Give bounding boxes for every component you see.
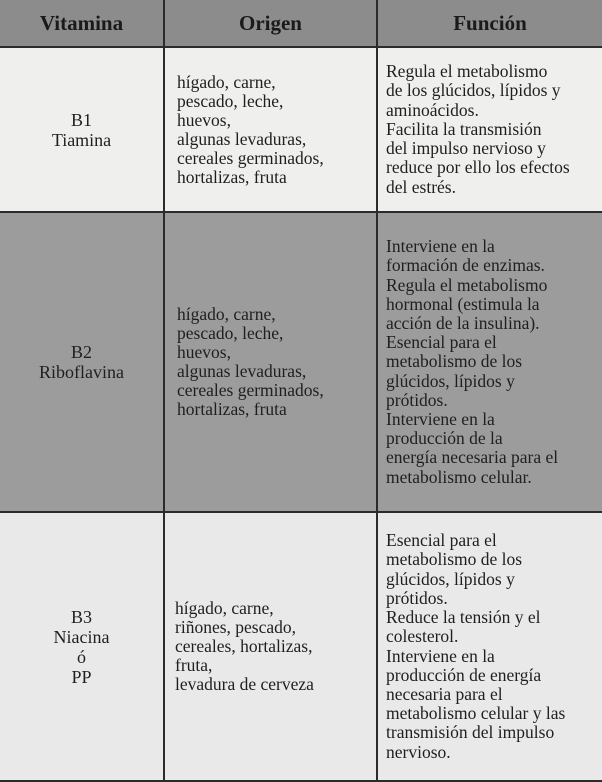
cell-vitamina-b1 <box>0 48 165 213</box>
header-funcion: Función <box>378 0 602 48</box>
funcion-line: formación de enzimas. <box>386 255 545 276</box>
funcion-line: Interviene en la <box>386 645 495 666</box>
funcion-line: Interviene en la <box>386 409 495 429</box>
funcion-line: hormonal (estimula la <box>386 293 540 314</box>
cell-funcion-b2 <box>378 213 602 513</box>
cell-vitamina-b3 <box>0 513 165 782</box>
funcion-line: metabolismo celular y las <box>386 703 566 724</box>
cell-vitamina-b2 <box>0 213 165 513</box>
origen-line: hortalizas, fruta <box>177 166 287 187</box>
funcion-line: Reduce la tensión y el <box>386 607 541 628</box>
funcion-line: transmisión del impulso <box>386 722 555 743</box>
funcion-line: producción de energía <box>386 664 542 685</box>
origen-line: cereales germinados, <box>177 147 324 168</box>
origen-line: hígado, carne, <box>177 71 276 92</box>
origen-line: algunas levaduras, <box>177 128 307 149</box>
funcion-line: colesterol. <box>386 626 459 647</box>
origen-line: huevos, <box>177 109 231 130</box>
origen-line: hortalizas, fruta <box>177 399 287 419</box>
funcion-line: del estrés. <box>386 176 456 197</box>
cell-origen-b2 <box>165 213 378 513</box>
funcion-line: prótidos. <box>386 587 448 608</box>
funcion-line: aminoácidos. <box>386 99 479 120</box>
funcion-line: acción de la insulina). <box>386 312 540 333</box>
funcion-line: nervioso. <box>386 741 451 762</box>
funcion-line: metabolismo de los <box>386 549 523 570</box>
origen-line: huevos, <box>177 342 231 362</box>
vitamin-alt-name: PP <box>71 666 92 687</box>
origen-line: fruta, <box>175 655 213 675</box>
origen-line: riñones, pescado, <box>175 617 297 637</box>
funcion-line: producción de la <box>386 428 503 449</box>
origen-line: pescado, leche, <box>177 323 284 343</box>
funcion-line: metabolismo de los <box>386 351 523 372</box>
vitamin-code: B2 <box>70 342 92 362</box>
origen-line: cereales germinados, <box>177 380 324 400</box>
header-origen: Origen <box>165 0 378 48</box>
origen-line: algunas levaduras, <box>177 361 307 381</box>
cell-funcion-b1 <box>378 48 602 213</box>
funcion-line: necesaria para el <box>386 683 503 704</box>
vitamin-name: Riboflavina <box>39 362 124 382</box>
funcion-line: Regula el metabolismo <box>386 274 548 295</box>
cell-origen-b1 <box>165 48 378 213</box>
funcion-line: Facilita la transmisión <box>386 118 542 139</box>
vitamin-code: B1 <box>70 109 92 130</box>
origen-line: hígado, carne, <box>177 304 276 324</box>
vitamin-name: Tiamina <box>51 129 112 150</box>
funcion-line: Regula el metabolismo <box>386 61 548 82</box>
funcion-line: prótidos. <box>386 389 448 410</box>
funcion-line: energía necesaria para el <box>386 447 559 468</box>
funcion-line: glúcidos, lípidos y <box>386 370 515 391</box>
vitamin-name: Niacina <box>53 626 110 647</box>
funcion-line: reduce por ello los efectos <box>386 157 570 178</box>
origen-line: levadura de cerveza <box>175 674 314 694</box>
funcion-line: glúcidos, lípidos y <box>386 568 515 589</box>
funcion-line: de los glúcidos, lípidos y <box>386 80 561 101</box>
origen-line: pescado, leche, <box>177 90 284 111</box>
vitamin-conjunction: ó <box>77 646 86 667</box>
funcion-line: Esencial para el <box>386 530 497 551</box>
funcion-line: del impulso nervioso y <box>386 138 546 159</box>
origen-line: hígado, carne, <box>175 598 274 618</box>
cell-funcion-b3 <box>378 513 602 782</box>
vitamin-code: B3 <box>70 606 92 627</box>
funcion-line: metabolismo celular. <box>386 466 532 487</box>
header-vitamina: Vitamina <box>0 0 165 48</box>
cell-origen-b3 <box>165 513 378 782</box>
origen-line: cereales, hortalizas, <box>175 636 313 656</box>
funcion-line: Esencial para el <box>386 332 497 353</box>
funcion-line: Interviene en la <box>386 236 495 257</box>
